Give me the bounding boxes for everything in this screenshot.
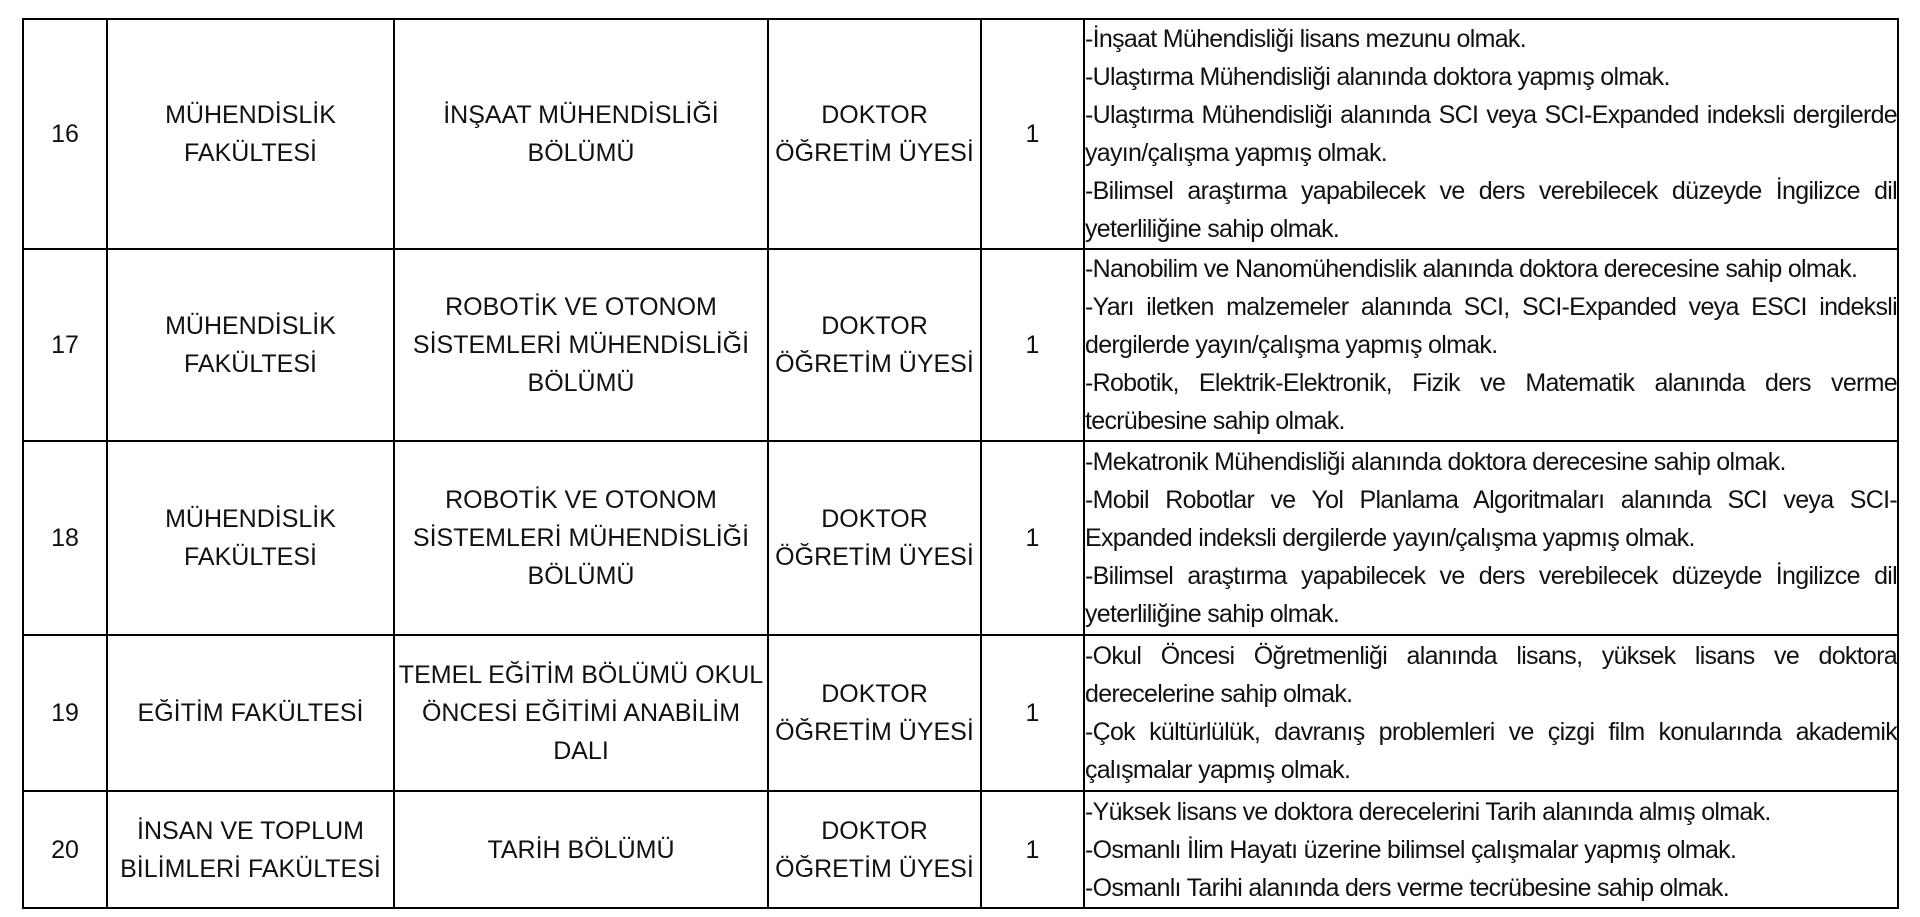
requirements-cell [1084,19,1898,249]
title-cell [768,19,981,249]
department-cell [394,441,768,635]
requirements-cell [1084,791,1898,908]
title-line: ÖĞRETİM ÜYESİ [775,854,974,883]
department-line: BÖLÜMÜ [527,369,635,397]
position-count-cell: 1 [981,441,1084,635]
title-line: ÖĞRETİM ÜYESİ [775,718,974,746]
row-number-cell: 18 [23,441,107,635]
title-line: DOKTOR [821,680,928,708]
department-cell [394,791,768,908]
requirement-item: -Bilimsel araştırma yapabilecek ve ders verebilecek düzeyde İngilizce dil yeterliliğine sahip olmak. [1085,177,1897,243]
table-body [23,19,1898,908]
requirements-cell [1084,635,1898,791]
faculty-line: FAKÜLTESİ [184,350,317,378]
faculty-line: BİLİMLERİ FAKÜLTESİ [120,854,381,883]
position-count-cell: 1 [981,791,1084,908]
table-row [23,441,1898,635]
faculty-line: MÜHENDİSLİK [165,101,336,129]
position-count-cell: 1 [981,249,1084,441]
department-line: TARİH BÖLÜMÜ [487,835,675,864]
title-line: ÖĞRETİM ÜYESİ [775,139,974,167]
faculty-line: FAKÜLTESİ [184,139,317,167]
table-row [23,635,1898,791]
department-line: DALI [553,737,609,765]
department-line: SİSTEMLERİ MÜHENDİSLİĞİ [412,524,750,552]
table-row [23,791,1898,908]
position-count-cell: 1 [981,635,1084,791]
department-cell [394,635,768,791]
requirement-item: -Mobil Robotlar ve Yol Planlama Algoritmaları alanında SCI veya SCI-Expanded indeksli dergilerde yayın/çalışma yapmış olmak. [1085,486,1897,552]
row-number-cell: 19 [23,635,107,791]
department-line: ROBOTİK VE OTONOM [445,293,717,321]
title-line: DOKTOR [821,101,928,129]
department-line: BÖLÜMÜ [527,562,635,590]
title-line: DOKTOR [821,312,928,340]
requirement-item: -Nanobilim ve Nanomühendislik alanında doktora derecesine sahip olmak. [1085,255,1858,283]
staff-positions-table [22,18,1899,909]
department-line: BÖLÜMÜ [527,139,635,167]
position-count-cell: 1 [981,19,1084,249]
requirements-cell [1084,249,1898,441]
requirement-item: -Yüksek lisans ve doktora derecelerini Tarih alanında almış olmak. [1085,797,1771,826]
faculty-line: İNSAN VE TOPLUM [137,816,364,845]
title-line: ÖĞRETİM ÜYESİ [775,543,974,571]
department-line: TEMEL EĞİTİM BÖLÜMÜ OKUL [398,661,764,689]
table-row [23,249,1898,441]
requirement-item: -Yarı iletken malzemeler alanında SCI, SCI-Expanded veya ESCI indeksli dergilerde yayın/çalışma yapmış olmak. [1085,293,1897,359]
department-line: ÖNCESİ EĞİTİMİ ANABİLİM [421,699,741,727]
row-number-cell: 16 [23,19,107,249]
title-cell [768,635,981,791]
faculty-cell [107,635,394,791]
faculty-line: EĞİTİM FAKÜLTESİ [137,699,364,727]
title-line: DOKTOR [821,816,928,845]
faculty-cell [107,441,394,635]
title-cell [768,249,981,441]
table-row [23,19,1898,249]
faculty-cell [107,791,394,908]
faculty-line: MÜHENDİSLİK [165,312,336,340]
title-line: DOKTOR [821,505,928,533]
faculty-cell [107,249,394,441]
title-cell [768,791,981,908]
faculty-line: MÜHENDİSLİK [165,505,336,533]
row-number-cell: 20 [23,791,107,908]
requirement-item: -Bilimsel araştırma yapabilecek ve ders verebilecek düzeyde İngilizce dil yeterliliğine sahip olmak. [1085,562,1897,628]
requirement-item: -Mekatronik Mühendisliği alanında doktora derecesine sahip olmak. [1085,448,1786,476]
requirement-item: -Okul Öncesi Öğretmenliği alanında lisans, yüksek lisans ve doktora derecelerine sahip olmak. [1085,642,1897,708]
requirement-item: -Ulaştırma Mühendisliği alanında SCI veya SCI-Expanded indeksli dergilerde yayın/çalışma yapmış olmak. [1085,101,1897,167]
title-line: ÖĞRETİM ÜYESİ [775,350,974,378]
requirement-item: -Osmanlı İlim Hayatı üzerine bilimsel çalışmalar yapmış olmak. [1085,835,1737,864]
requirements-cell [1084,441,1898,635]
requirement-item: -İnşaat Mühendisliği lisans mezunu olmak. [1085,25,1526,53]
requirement-item: -Osmanlı Tarihi alanında ders verme tecrübesine sahip olmak. [1085,873,1729,902]
requirement-item: -Çok kültürlülük, davranış problemleri ve çizgi film konularında akademik çalışmalar yapmış olmak. [1085,718,1897,784]
department-line: İNŞAAT MÜHENDİSLİĞİ [443,101,719,129]
faculty-cell [107,19,394,249]
row-number-cell: 17 [23,249,107,441]
department-line: SİSTEMLERİ MÜHENDİSLİĞİ [412,331,750,359]
department-line: ROBOTİK VE OTONOM [445,486,717,514]
requirement-item: -Ulaştırma Mühendisliği alanında doktora yapmış olmak. [1085,63,1670,91]
department-cell [394,19,768,249]
faculty-line: FAKÜLTESİ [184,543,317,571]
requirement-item: -Robotik, Elektrik-Elektronik, Fizik ve Matematik alanında ders verme tecrübesine sahip olmak. [1085,369,1897,435]
department-cell [394,249,768,441]
title-cell [768,441,981,635]
